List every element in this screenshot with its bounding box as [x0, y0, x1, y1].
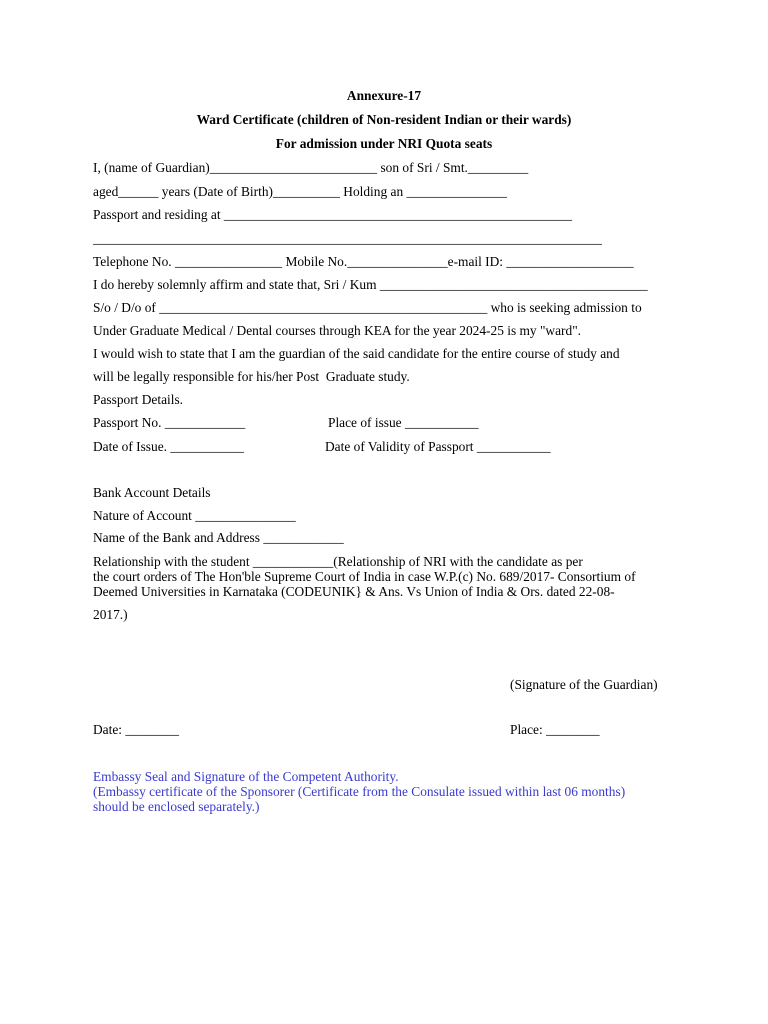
court-order-line: the court orders of The Hon'ble Supreme Court of India in case W.P.(c) No. 689/2017- Consortium of	[93, 569, 636, 584]
place-field: Place: ________	[510, 722, 600, 737]
case-reference-line: Deemed Universities in Karnataka (CODEUNIK} & Ans. Vs Union of India & Ors. dated 22-08-	[93, 584, 615, 599]
address-blank-line: ____________________________________________________________________________	[93, 231, 602, 246]
bank-name-field: Name of the Bank and Address ____________	[93, 530, 344, 545]
guardian-signature-label: (Signature of the Guardian)	[510, 677, 658, 692]
date-field: Date: ________	[93, 722, 179, 737]
date-of-issue-field: Date of Issue. ___________	[93, 439, 244, 454]
account-nature-field: Nature of Account _______________	[93, 508, 296, 523]
place-of-issue-field: Place of issue ___________	[328, 415, 479, 430]
parent-line: S/o / D/o of _________________________________________________ who is seeking admission to	[93, 300, 642, 315]
case-year-line: 2017.)	[93, 607, 128, 622]
certificate-title: Ward Certificate (children of Non-resident Indian or their wards)	[196, 112, 572, 127]
embassy-certificate-note: (Embassy certificate of the Sponsorer (Certificate from the Consulate issued within last 06 months)	[93, 784, 626, 799]
passport-number-field: Passport No. ____________	[93, 415, 246, 430]
certificate-subtitle: For admission under NRI Quota seats	[275, 136, 493, 151]
embassy-seal-note: Embassy Seal and Signature of the Competent Authority.	[93, 769, 399, 784]
enclosure-note: should be enclosed separately.)	[93, 799, 260, 814]
guardian-name-line: I, (name of Guardian)_________________________ son of Sri / Smt._________	[93, 160, 529, 175]
course-line: Under Graduate Medical / Dental courses through KEA for the year 2024-25 is my "ward".	[93, 323, 582, 338]
residence-line: Passport and residing at ____________________________________________________	[93, 207, 573, 222]
bank-details-heading: Bank Account Details	[93, 485, 211, 500]
annexure-heading: Annexure-17	[346, 88, 422, 103]
responsibility-line: will be legally responsible for his/her Post Graduate study.	[93, 369, 410, 384]
age-passport-line: aged______ years (Date of Birth)__________ Holding an _______________	[93, 184, 507, 199]
contact-line: Telephone No. ________________ Mobile No._______________e-mail ID: ___________________	[93, 254, 634, 269]
guardian-statement-line: I would wish to state that I am the guardian of the said candidate for the entire course of study and	[93, 346, 620, 361]
passport-validity-field: Date of Validity of Passport ___________	[325, 439, 551, 454]
passport-details-heading: Passport Details.	[93, 392, 184, 407]
relationship-line: Relationship with the student ____________(Relationship of NRI with the candidate as per	[93, 554, 583, 569]
affirmation-line: I do hereby solemnly affirm and state that, Sri / Kum ________________________________________	[93, 277, 648, 292]
